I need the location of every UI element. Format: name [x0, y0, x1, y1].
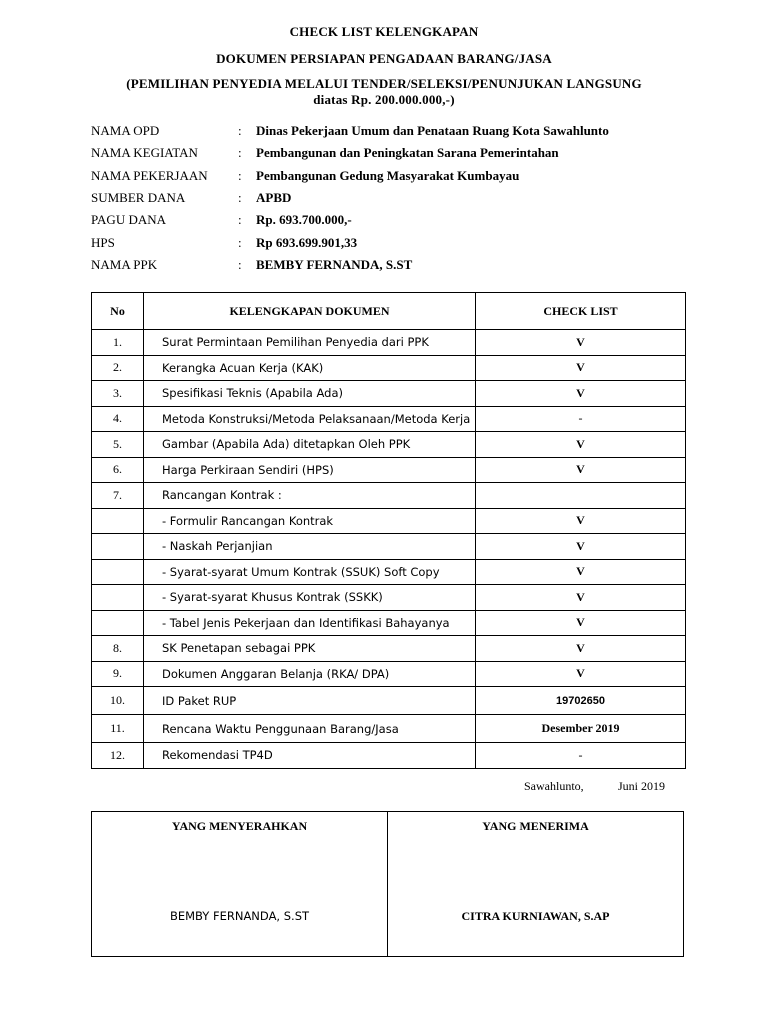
- info-row: [91, 187, 609, 209]
- table-row: [92, 559, 686, 585]
- row-number: 12.: [92, 743, 144, 769]
- row-document: - Tabel Jenis Pekerjaan dan Identifikasi Bahayanya: [144, 610, 476, 636]
- info-separator: :: [238, 256, 242, 272]
- signature-left-title: YANG MENYERAHKAN: [171, 819, 308, 833]
- row-number: 2.: [92, 355, 144, 381]
- row-checklist: V: [476, 432, 686, 458]
- row-number: 9.: [92, 661, 144, 687]
- table-row: [92, 534, 686, 560]
- row-number: [92, 508, 144, 534]
- info-label: PAGU DANA: [91, 212, 167, 228]
- row-number: 3.: [92, 381, 144, 407]
- checklist-table: [91, 292, 686, 769]
- place-month-year: Juni 2019: [618, 779, 666, 793]
- place-city: Sawahlunto,: [524, 779, 584, 793]
- row-number: [92, 534, 144, 560]
- table-row: [92, 687, 686, 715]
- info-separator: :: [238, 167, 242, 183]
- row-checklist: V: [476, 534, 686, 560]
- info-row: [91, 120, 609, 142]
- table-header-row: [92, 293, 686, 330]
- row-document: Rancangan Kontrak :: [144, 483, 476, 509]
- row-number: 8.: [92, 636, 144, 662]
- signature-right-title: YANG MENERIMA: [482, 819, 589, 833]
- table-row: [92, 508, 686, 534]
- row-checklist: V: [476, 330, 686, 356]
- signature-right: [388, 812, 684, 957]
- info-separator: :: [238, 190, 242, 206]
- title-line-3: (PEMILIHAN PENYEDIA MELALUI TENDER/SELEKSI/PENUNJUKAN LANGSUNG: [126, 76, 642, 91]
- row-document: SK Penetapan sebagai PPK: [144, 636, 476, 662]
- title-line-1: CHECK LIST KELENGKAPAN: [289, 24, 479, 39]
- row-document: - Syarat-syarat Umum Kontrak (SSUK) Soft Copy: [144, 559, 476, 585]
- row-number: [92, 559, 144, 585]
- row-number: 4.: [92, 406, 144, 432]
- row-checklist: V: [476, 661, 686, 687]
- row-number: 11.: [92, 715, 144, 743]
- signature-left: [92, 812, 388, 957]
- info-value: Rp. 693.700.000,-: [256, 212, 352, 228]
- table-row: [92, 406, 686, 432]
- header-document: KELENGKAPAN DOKUMEN: [144, 293, 476, 330]
- info-label: NAMA KEGIATAN: [91, 145, 198, 161]
- row-checklist: V: [476, 585, 686, 611]
- row-number: 7.: [92, 483, 144, 509]
- info-value: APBD: [256, 190, 292, 206]
- row-checklist: -: [476, 406, 686, 432]
- table-row: [92, 661, 686, 687]
- table-row: [92, 330, 686, 356]
- row-document: ID Paket RUP: [144, 687, 476, 715]
- table-row: [92, 743, 686, 769]
- row-checklist: V: [476, 559, 686, 585]
- row-number: [92, 610, 144, 636]
- row-document: Metoda Konstruksi/Metoda Pelaksanaan/Metoda Kerja: [144, 406, 476, 432]
- info-row: [91, 254, 609, 276]
- info-separator: :: [238, 212, 242, 228]
- table-row: [92, 457, 686, 483]
- row-document: Rencana Waktu Penggunaan Barang/Jasa: [144, 715, 476, 743]
- table-row: [92, 355, 686, 381]
- row-document: Harga Perkiraan Sendiri (HPS): [144, 457, 476, 483]
- row-checklist: -: [476, 743, 686, 769]
- row-checklist: V: [476, 355, 686, 381]
- info-row: [91, 231, 609, 253]
- project-info: [91, 120, 609, 276]
- table-row: [92, 715, 686, 743]
- row-document: Gambar (Apabila Ada) ditetapkan Oleh PPK: [144, 432, 476, 458]
- signature-left-name: BEMBY FERNANDA, S.ST: [169, 909, 310, 923]
- info-label: NAMA OPD: [91, 123, 160, 139]
- row-document: Kerangka Acuan Kerja (KAK): [144, 355, 476, 381]
- row-number: 6.: [92, 457, 144, 483]
- table-row: [92, 610, 686, 636]
- info-row: [91, 209, 609, 231]
- row-number: [92, 585, 144, 611]
- signature-table: [91, 811, 684, 957]
- table-row: [92, 636, 686, 662]
- info-value: Pembangunan Gedung Masyarakat Kumbayau: [256, 167, 520, 183]
- row-document: Spesifikasi Teknis (Apabila Ada): [144, 381, 476, 407]
- row-document: Surat Permintaan Pemilihan Penyedia dari PPK: [144, 330, 476, 356]
- info-label: NAMA PPK: [91, 256, 158, 272]
- row-document: - Naskah Perjanjian: [144, 534, 476, 560]
- place-date: [524, 779, 665, 794]
- info-value: Pembangunan dan Peningkatan Sarana Pemerintahan: [256, 145, 559, 161]
- info-value: BEMBY FERNANDA, S.ST: [256, 256, 413, 272]
- row-checklist: [476, 483, 686, 509]
- info-separator: :: [238, 123, 242, 139]
- info-separator: :: [238, 234, 242, 250]
- info-row: [91, 142, 609, 164]
- info-label: SUMBER DANA: [91, 190, 186, 206]
- table-row: [92, 381, 686, 407]
- title-line-2: DOKUMEN PERSIAPAN PENGADAAN BARANG/JASA: [216, 51, 552, 66]
- header-no: No: [92, 293, 144, 330]
- info-label: HPS: [91, 234, 115, 250]
- row-document: Rekomendasi TP4D: [144, 743, 476, 769]
- table-row: [92, 585, 686, 611]
- table-row: [92, 483, 686, 509]
- row-checklist: V: [476, 636, 686, 662]
- row-checklist: V: [476, 508, 686, 534]
- row-number: 1.: [92, 330, 144, 356]
- row-checklist: V: [476, 610, 686, 636]
- signature-right-name: CITRA KURNIAWAN, S.AP: [461, 909, 610, 923]
- info-row: [91, 165, 609, 187]
- row-document: - Formulir Rancangan Kontrak: [144, 508, 476, 534]
- row-checklist: Desember 2019: [476, 715, 686, 743]
- header-checklist: CHECK LIST: [476, 293, 686, 330]
- row-document: - Syarat-syarat Khusus Kontrak (SSKK): [144, 585, 476, 611]
- row-number: 5.: [92, 432, 144, 458]
- info-value: Rp 693.699.901,33: [256, 234, 358, 250]
- info-value: Dinas Pekerjaan Umum dan Penataan Ruang Kota Sawahlunto: [256, 123, 609, 139]
- row-checklist: V: [476, 457, 686, 483]
- row-checklist: V: [476, 381, 686, 407]
- info-label: NAMA PEKERJAAN: [91, 167, 208, 183]
- table-row: [92, 432, 686, 458]
- row-number: 10.: [92, 687, 144, 715]
- info-separator: :: [238, 145, 242, 161]
- row-document: Dokumen Anggaran Belanja (RKA/ DPA): [144, 661, 476, 687]
- title-line-4: diatas Rp. 200.000.000,-): [313, 92, 455, 107]
- row-checklist: 19702650: [476, 687, 686, 715]
